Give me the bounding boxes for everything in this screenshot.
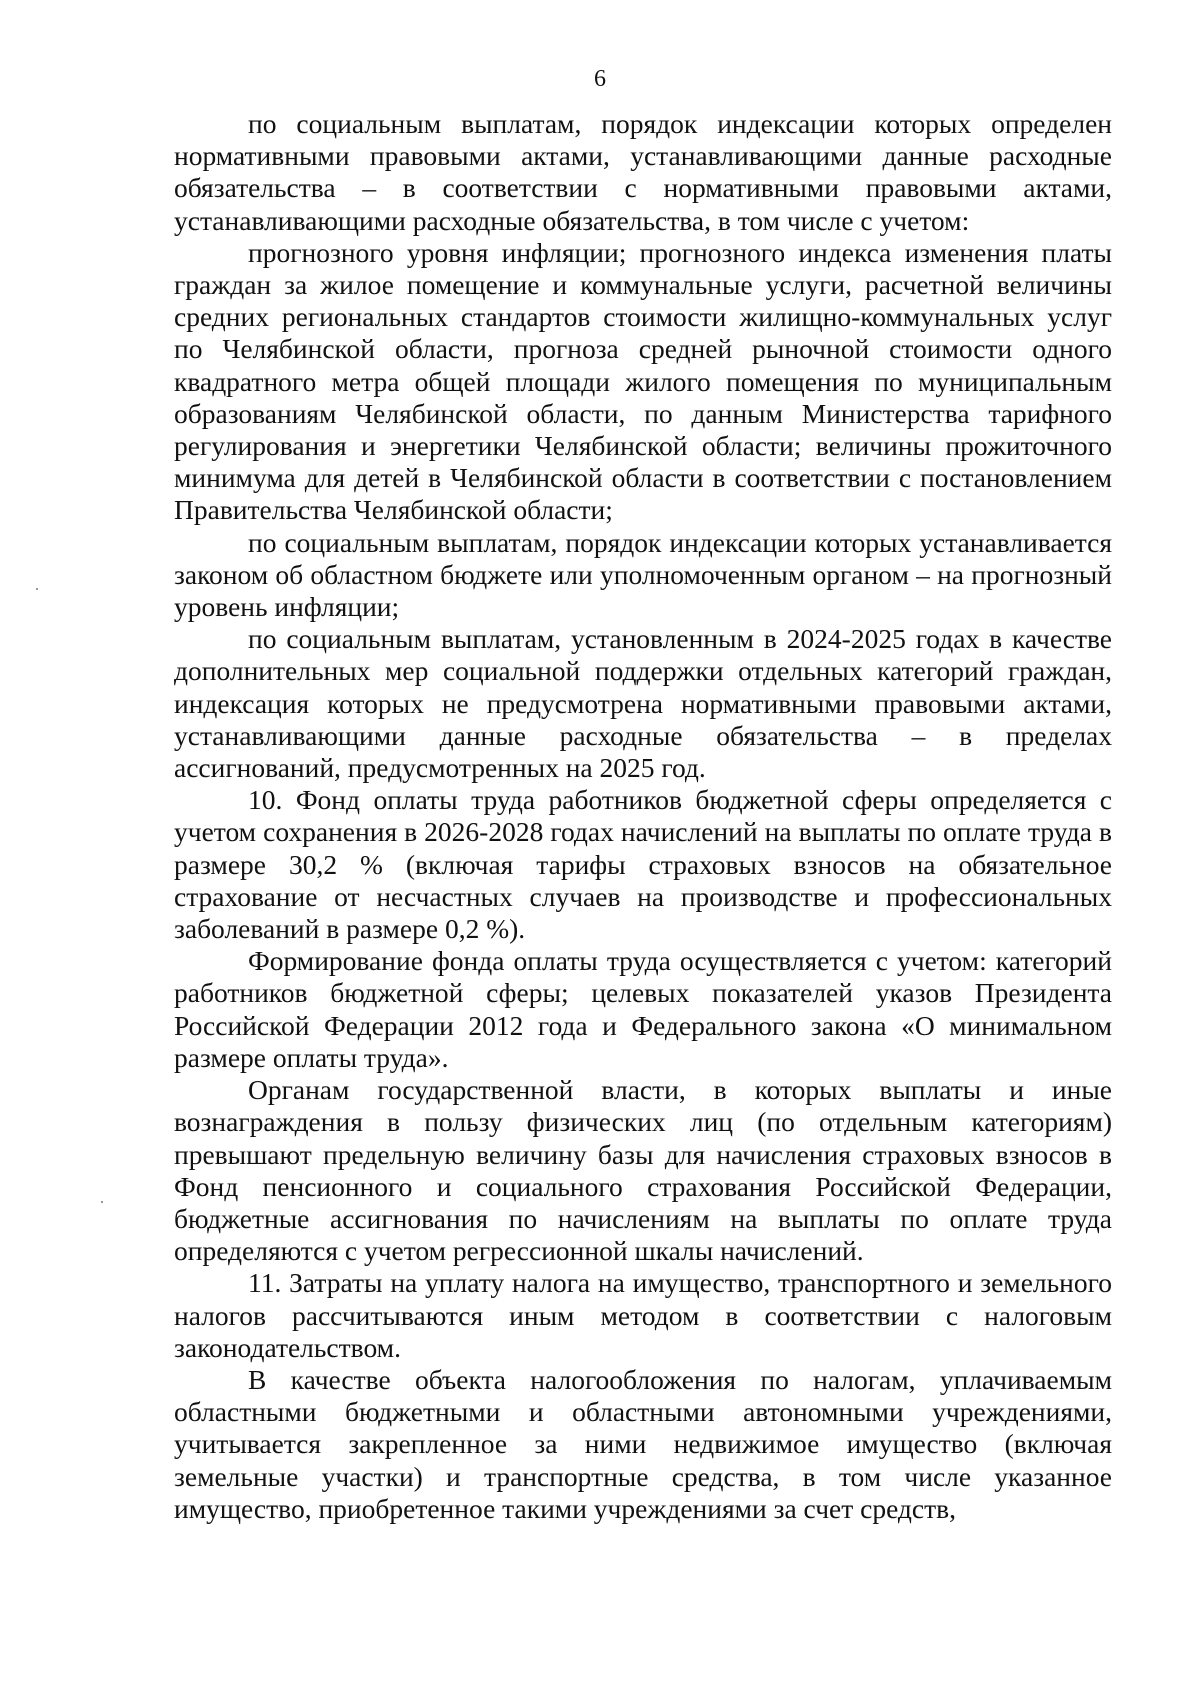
paragraph-social-payments-normative: по социальным выплатам, порядок индексации которых определен нормативными правовыми актами, устанавливающими данные расходные обязательства – в соответствии с нормативными правовыми актами, устанавливающими расходные обязательства, в том числе с учетом:	[174, 108, 1112, 236]
page-number: 6	[594, 66, 606, 92]
paragraph-additional-support-measures: по социальным выплатам, установленным в 2024-2025 годах в качестве дополнительных мер социальной поддержки отдельных категорий граждан, индексация которых не предусмотрена нормативными правовыми актами, устанавливающими данные расходные обязательства – в пределах ассигнований, предусмотренных на 2025 год.	[174, 623, 1112, 784]
paragraph-taxation-object: В качестве объекта налогообложения по налогам, уплачиваемым областными бюджетными и областными автономными учреждениями, учитывается закрепленное за ними недвижимое имущество (включая земельные участки) и транспортные средства, в том числе указанное имущество, приобретенное такими учреждениями за счет средств,	[174, 1363, 1112, 1524]
paragraph-inflation-forecast: прогнозного уровня инфляции; прогнозного индекса изменения платы граждан за жилое помещение и коммунальные услуги, расчетной величины средних региональных стандартов стоимости жилищно-коммунальных услуг по Челябинской области, прогноза средней рыночной стоимости одного квадратного метра общей площади жилого помещения по муниципальным образованиям Челябинской области, по данным Министерства тарифного регулирования и энергетики Челябинской области; величины прожиточного минимума для детей в Челябинской области в соответствии с постановлением Правительства Челябинской области;	[174, 236, 1112, 526]
scan-speck	[101, 1201, 103, 1203]
paragraph-indexation-by-law: по социальным выплатам, порядок индексации которых устанавливается законом об областном бюджете или уполномоченным органом – на прогнозный уровень инфляции;	[174, 526, 1112, 623]
scan-speck	[36, 588, 38, 590]
paragraph-payroll-formation: Формирование фонда оплаты труда осуществляется с учетом: категорий работников бюджетной сферы; целевых показателей указов Президента Российской Федерации 2012 года и Федерального закона «О минимальном размере оплаты труда».	[174, 945, 1112, 1073]
paragraph-item-10-payroll-fund: 10. Фонд оплаты труда работников бюджетной сферы определяется с учетом сохранения в 2026-2028 годах начислений на выплаты по оплате труда в размере 30,2 % (включая тарифы страховых взносов на обязательное страхование от несчастных случаев на производстве и профессиональных заболеваний в размере 0,2 %).	[174, 784, 1112, 945]
paragraph-regressive-scale: Органам государственной власти, в которых выплаты и иные вознаграждения в пользу физических лиц (по отдельным категориям) превышают предельную величину базы для начисления страховых взносов в Фонд пенсионного и социального страхования Российской Федерации, бюджетные ассигнования по начислениям на выплаты по оплате труда определяются с учетом регрессионной шкалы начислений.	[174, 1074, 1112, 1267]
paragraph-item-11-property-tax: 11. Затраты на уплату налога на имущество, транспортного и земельного налогов рассчитываются иным методом в соответствии с налоговым законодательством.	[174, 1267, 1112, 1363]
document-body	[174, 108, 1112, 1525]
